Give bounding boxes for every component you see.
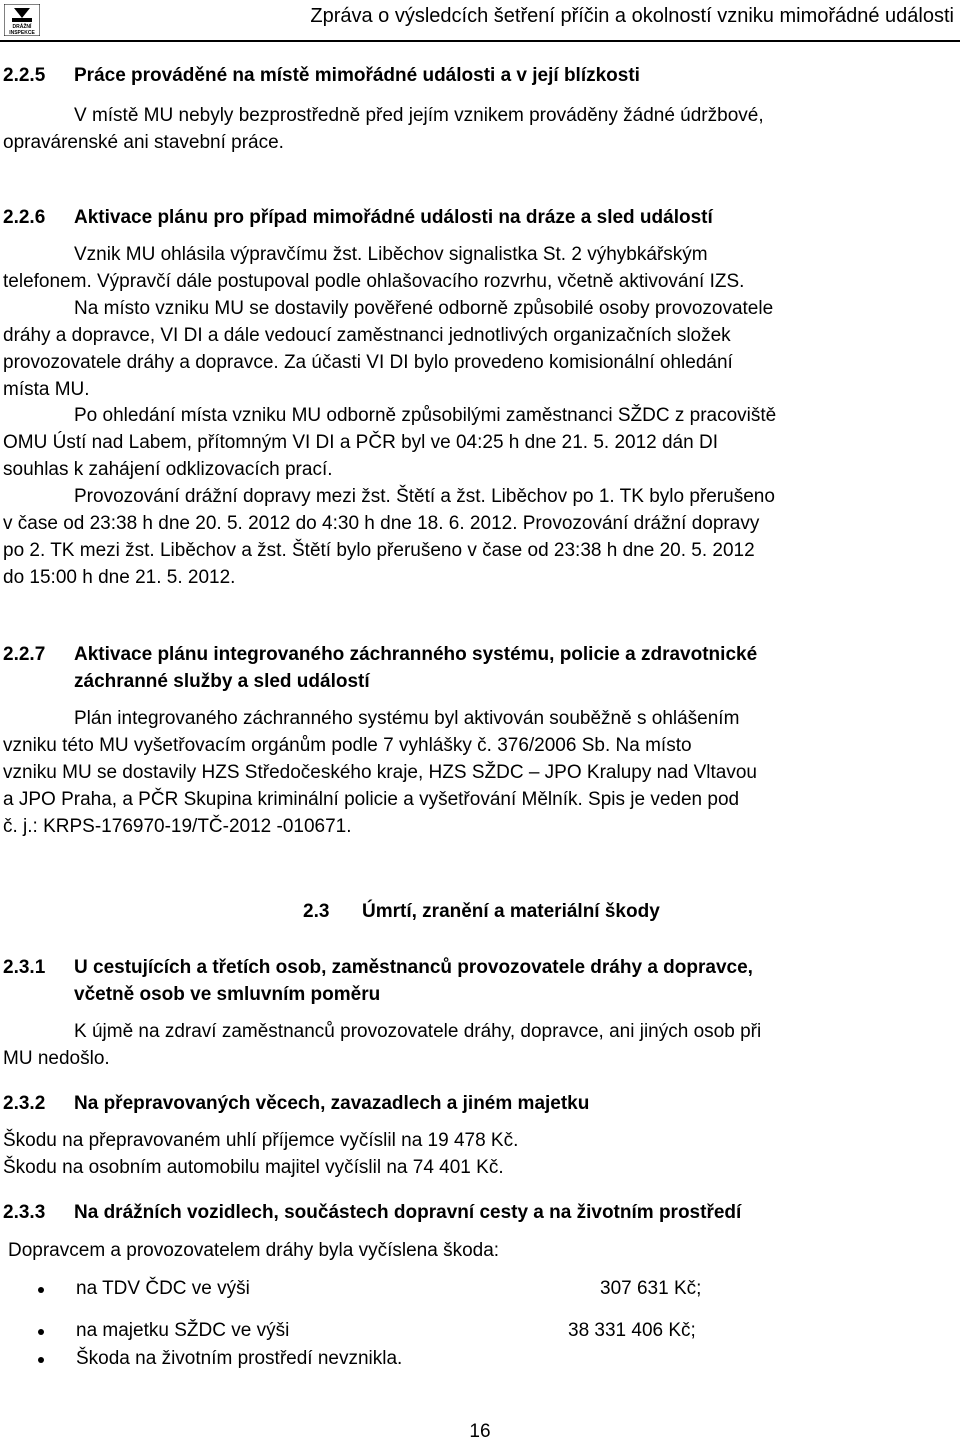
header-divider — [0, 40, 960, 42]
paragraph-line: vzniku MU se dostavily HZS Středočeského kraje, HZS SŽDC – JPO Kralupy nad Vltavou — [3, 762, 757, 783]
paragraph-line: Po ohledání místa vzniku MU odborně způsobilými zaměstnanci SŽDC z pracoviště — [74, 405, 777, 426]
section-title-2-3-3: Na drážních vozidlech, součástech dopravní cesty a na životním prostředí — [74, 1202, 742, 1223]
paragraph-line: Vznik MU ohlásila výpravčímu žst. Liběchov signalistka St. 2 výhybkářským — [74, 244, 708, 265]
paragraph-line: Provozování drážní dopravy mezi žst. Štětí a žst. Liběchov po 1. TK bylo přerušeno — [74, 486, 775, 507]
section-number-2-2-7: 2.2.7 — [3, 644, 46, 665]
paragraph-line: do 15:00 h dne 21. 5. 2012. — [3, 567, 236, 588]
paragraph-line: K újmě na zdraví zaměstnanců provozovatele dráhy, dopravce, ani jiných osob při — [74, 1021, 762, 1042]
section-title-2-2-7: Aktivace plánu integrovaného záchranného systému, policie a zdravotnické — [74, 644, 758, 665]
paragraph-line: Dopravcem a provozovatelem dráhy byla vyčíslena škoda: — [8, 1240, 500, 1261]
section-title-2-2-6: Aktivace plánu pro případ mimořádné události na dráze a sled událostí — [74, 207, 713, 228]
bullet-label: na majetku SŽDC ve výši — [76, 1320, 290, 1341]
page-header — [0, 0, 960, 44]
paragraph-line: opravárenské ani stavební práce. — [3, 132, 284, 153]
section-title-2-3-1-cont: včetně osob ve smluvním poměru — [74, 984, 381, 1005]
section-number-2-2-5: 2.2.5 — [3, 65, 46, 86]
bullet-dot — [38, 1287, 44, 1293]
section-number-2-3-2: 2.3.2 — [3, 1093, 46, 1114]
bullet-value: 38 331 406 Kč; — [568, 1320, 696, 1341]
bullet-label: Škoda na životním prostředí nevznikla. — [76, 1348, 403, 1369]
page-number: 16 — [469, 1421, 491, 1442]
section-title-2-3-2: Na přepravovaných věcech, zavazadlech a jiném majetku — [74, 1093, 590, 1114]
paragraph-line: po 2. TK mezi žst. Liběchov a žst. Štětí bylo přerušeno v čase od 23:38 h dne 20. 5. 2012 — [3, 540, 755, 561]
section-number-2-3-3: 2.3.3 — [3, 1202, 46, 1223]
section-number-2-2-6: 2.2.6 — [3, 207, 46, 228]
section-title-2-3: Úmrtí, zranění a materiální škody — [362, 901, 660, 922]
header-title: Zpráva o výsledcích šetření příčin a okolností vzniku mimořádné události — [310, 5, 954, 27]
paragraph-line: Na místo vzniku MU se dostavily pověřené odborně způsobilé osoby provozovatele — [74, 298, 774, 319]
bullet-label: na TDV ČDC ve výši — [76, 1278, 250, 1299]
bullet-value: 307 631 Kč; — [600, 1278, 702, 1299]
paragraph-line: MU nedošlo. — [3, 1048, 110, 1069]
paragraph-line: místa MU. — [3, 379, 90, 400]
paragraph-line: v čase od 23:38 h dne 20. 5. 2012 do 4:30 h dne 18. 6. 2012. Provozování drážní dopravy — [3, 513, 760, 534]
svg-text:DRÁŽNÍ: DRÁŽNÍ — [12, 24, 32, 30]
paragraph-line: telefonem. Výpravčí dále postupoval podle ohlašovacího rozvrhu, včetně aktivování IZS. — [3, 271, 745, 292]
section-number-2-3: 2.3 — [303, 901, 330, 922]
bullet-dot — [38, 1329, 44, 1335]
svg-text:INSPEKCE: INSPEKCE — [9, 30, 35, 36]
drazni-inspekce-logo — [4, 4, 40, 36]
paragraph-line: Škodu na přepravovaném uhlí příjemce vyčíslil na 19 478 Kč. — [3, 1130, 519, 1151]
paragraph-line: a JPO Praha, a PČR Skupina kriminální policie a vyšetřování Mělník. Spis je veden pod — [3, 789, 740, 810]
paragraph-line: souhlas k zahájení odklizovacích prací. — [3, 459, 333, 480]
section-number-2-3-1: 2.3.1 — [3, 957, 46, 978]
bullet-dot — [38, 1357, 44, 1363]
paragraph-line: V místě MU nebyly bezprostředně před jejím vznikem prováděny žádné údržbové, — [74, 105, 764, 126]
section-title-2-2-5: Práce prováděné na místě mimořádné události a v její blízkosti — [74, 65, 640, 86]
paragraph-line: č. j.: KRPS-176970-19/TČ-2012 -010671. — [3, 816, 352, 837]
paragraph-line: Škodu na osobním automobilu majitel vyčíslil na 74 401 Kč. — [3, 1157, 504, 1178]
paragraph-line: dráhy a dopravce, VI DI a dále vedoucí zaměstnanci jednotlivých organizačních složek — [3, 325, 731, 346]
paragraph-line: provozovatele dráhy a dopravce. Za účasti VI DI bylo provedeno komisionální ohledání — [3, 352, 733, 373]
paragraph-line: Plán integrovaného záchranného systému byl aktivován souběžně s ohlášením — [74, 708, 740, 729]
paragraph-line: vzniku této MU vyšetřovacím orgánům podle 7 vyhlášky č. 376/2006 Sb. Na místo — [3, 735, 692, 756]
section-title-2-2-7-cont: záchranné služby a sled událostí — [74, 671, 370, 692]
paragraph-line: OMU Ústí nad Labem, přítomným VI DI a PČR byl ve 04:25 h dne 21. 5. 2012 dán DI — [3, 432, 718, 453]
section-title-2-3-1: U cestujících a třetích osob, zaměstnanců provozovatele dráhy a dopravce, — [74, 957, 753, 978]
